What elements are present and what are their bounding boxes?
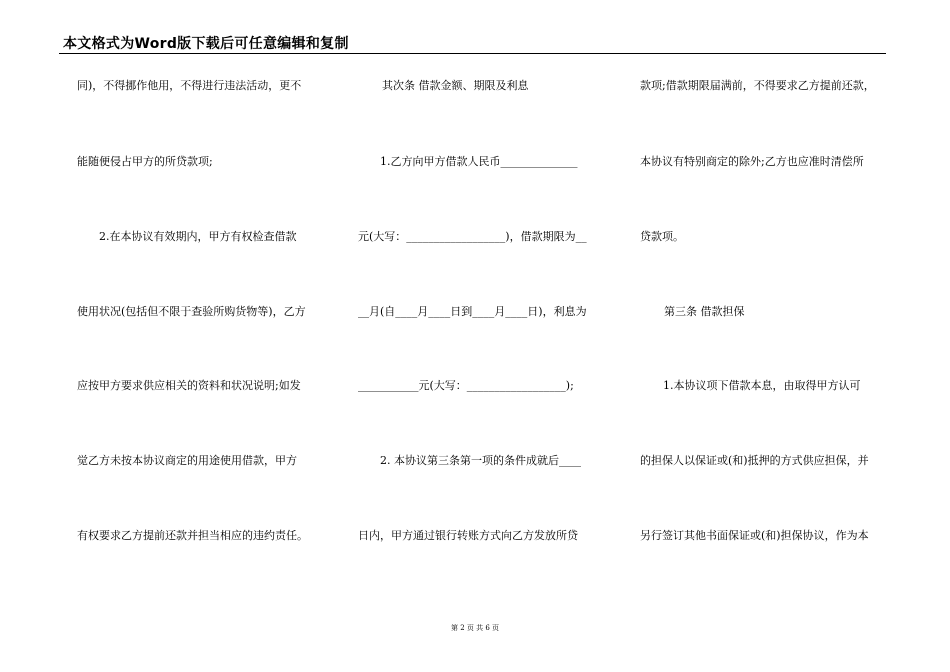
column-1-line: 觉乙方未按本协议商定的用途使用借款，甲方 [77, 454, 297, 467]
header-divider [59, 53, 886, 54]
column-1-line: 同)，不得挪作他用，不得进行违法活动，更不 [77, 79, 302, 92]
column-1-line: 2.在本协议有效期内，甲方有权检查借款 [99, 230, 297, 243]
column-1-line: 应按甲方要求供应相关的资料和状况说明;如发 [77, 379, 301, 392]
document-header-title: 本文格式为Word版下载后可任意编辑和复制 [63, 36, 349, 52]
column-1-line: 使用状况(包括但不限于查验所购货物等)，乙方 [77, 305, 306, 318]
column-3-line: 第三条 借款担保 [664, 305, 745, 318]
column-3-line: 本协议有特别商定的除外;乙方也应准时清偿所 [640, 155, 864, 168]
column-2-line: 2. 本协议第三条第一项的条件成就后____ [380, 454, 581, 467]
page-number: 第 2 页 共 6 页 [450, 624, 500, 632]
column-3-line: 的担保人以保证或(和)抵押的方式供应担保，并 [640, 454, 869, 467]
column-1-line: 有权要求乙方提前还款并担当相应的违约责任。 [77, 529, 308, 542]
column-2-line: 日内，甲方通过银行转账方式向乙方发放所贷 [358, 529, 578, 542]
column-3-line: 1.本协议项下借款本息，由取得甲方认可 [663, 379, 861, 392]
column-2-line: 其次条 借款金额、期限及利息 [382, 79, 529, 92]
column-3-line: 另行签订其他书面保证或(和)担保协议，作为本 [640, 529, 869, 542]
column-3-line: 贷款项。 [640, 230, 684, 243]
column-3-line: 款项;借款期限届满前，不得要求乙方提前还款， [640, 79, 875, 92]
column-2-line: __月(自____月____日到____月____日)，利息为 [358, 305, 587, 318]
column-1-line: 能随便侵占甲方的所贷款项; [77, 155, 213, 168]
column-2-line: 元(大写：__________________)，借款期限为__ [358, 230, 587, 243]
column-2-line: 1.乙方向甲方借款人民币______________ [380, 155, 578, 168]
column-2-line: ___________元(大写：__________________); [358, 379, 574, 392]
